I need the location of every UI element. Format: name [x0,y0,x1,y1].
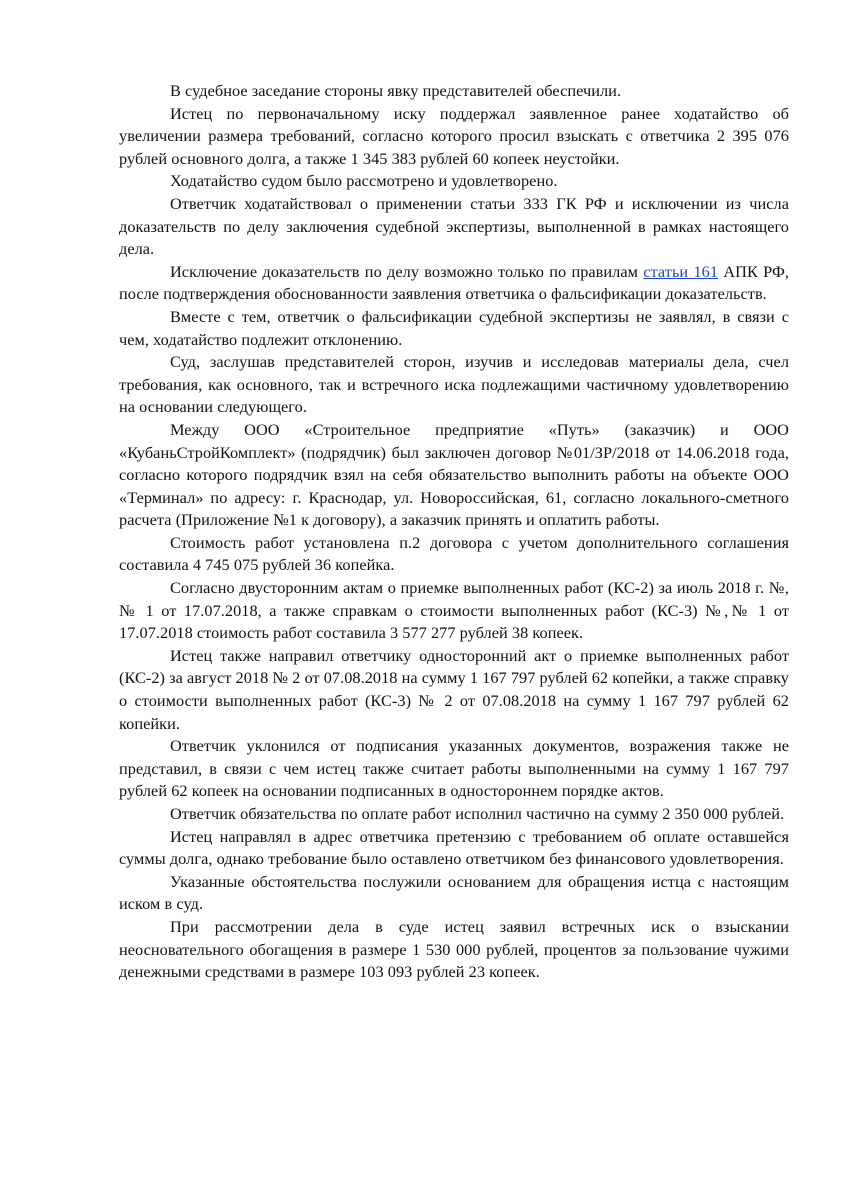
paragraph-work-cost: Стоимость работ установлена п.2 договора с учетом дополнительного соглашения составила 4 745 075 рублей 36 копейка. [119,532,789,575]
paragraph-parties-appearance: В судебное заседание стороны явку представителей обеспечили. [170,81,622,100]
paragraph-partial-payment: Ответчик обязательства по оплате работ исполнил частично на сумму 2 350 000 рублей. [170,804,785,823]
paragraph-bilateral-acts: Согласно двусторонним актам о приемке выполненных работ (КС-2) за июль 2018 г. №, № 1 от 17.07.2018, а также справкам о стоимости выполненных работ (КС-3) №,№ 1 от 17.07.2018 стоимость работ составила 3 577 277 рублей 38 копеек. [119,578,789,643]
paragraph-signing-evasion: Ответчик уклонился от подписания указанных документов, возражения также не представил, в связи с чем истец также считает работы выполненными на сумму 1 167 797 рублей 62 копеек на основании подписанных в одностороннем порядке актов. [119,736,789,801]
paragraph-counterclaim: При рассмотрении дела в суде истец заявил встречных иск о взыскании неосновательного обогащения в размере 1 530 000 рублей, процентов за пользование чужими денежными средствами в размере 103 093 рублей 23 копеек. [119,916,789,982]
paragraph-claim-letter: Истец направлял в адрес ответчика претензию с требованием об оплате оставшейся суммы долга, однако требование было оставлено ответчиком без финансового удовлетворения. [119,826,789,869]
paragraph-unilateral-act: Истец также направил ответчику односторонний акт о приемке выполненных работ (КС-2) за август 2018 № 2 от 07.08.2018 на сумму 1 167 797 рублей 62 копейки, а также справку о стоимости выполненных работ (КС-3) № 2 от 07.08.2018 на сумму 1 167 797 рублей 62 копейки. [119,645,789,733]
article-161-link[interactable]: статьи 161 [643,261,719,281]
paragraph-grounds: Указанные обстоятельства послужили основанием для обращения истца с настоящим иском в суд. [119,871,789,914]
evidence-exclusion-text-after: АПК РФ, после подтверждения обоснованности заявления ответчика о фальсификации доказательств. [119,261,789,304]
paragraph-court-findings: Суд, заслушав представителей сторон, изучив и исследовав материалы дела, счел требования, как основного, так и встречного иска подлежащими частичному удовлетворению на основании следующего. [119,352,789,417]
paragraph-claim-increase: Истец по первоначальному иску поддержал заявленное ранее ходатайство об увеличении размера требований, согласно которого просил взыскать с ответчика 2 395 076 рублей основного долга, а также 1 345 383 рублей 60 копеек неустойки. [119,103,789,168]
evidence-exclusion-text-before: Исключение доказательств по делу возможно только по правилам [170,261,644,281]
paragraph-evidence-exclusion [119,261,789,306]
paragraph-defendant-motion: Ответчик ходатайствовал о применении статьи 333 ГК РФ и исключении из числа доказательств по делу заключения судебной экспертизы, выполненной в рамках настоящего дела. [119,193,789,259]
paragraph-motion-granted: Ходатайство судом было рассмотрено и удовлетворено. [170,171,558,191]
paragraph-contract: Между ООО «Строительное предприятие «Путь» (заказчик) и ООО «КубаньСтройКомплект» (подрядчик) был заключен договор №01/ЗР/2018 от 14.06.2018 года, согласно которого подрядчик взял на себя обязательство выполнить работы на объекте ООО «Терминал» по адресу: г. Краснодар, ул. Новороссийская, 61, согласно локального-сметного расчета (Приложение №1 к договору), а заказчик принять и оплатить работы. [119,419,789,530]
paragraph-motion-rejected: Вместе с тем, ответчик о фальсификации судебной экспертизы не заявлял, в связи с чем, ходатайство подлежит отклонению. [119,306,789,349]
